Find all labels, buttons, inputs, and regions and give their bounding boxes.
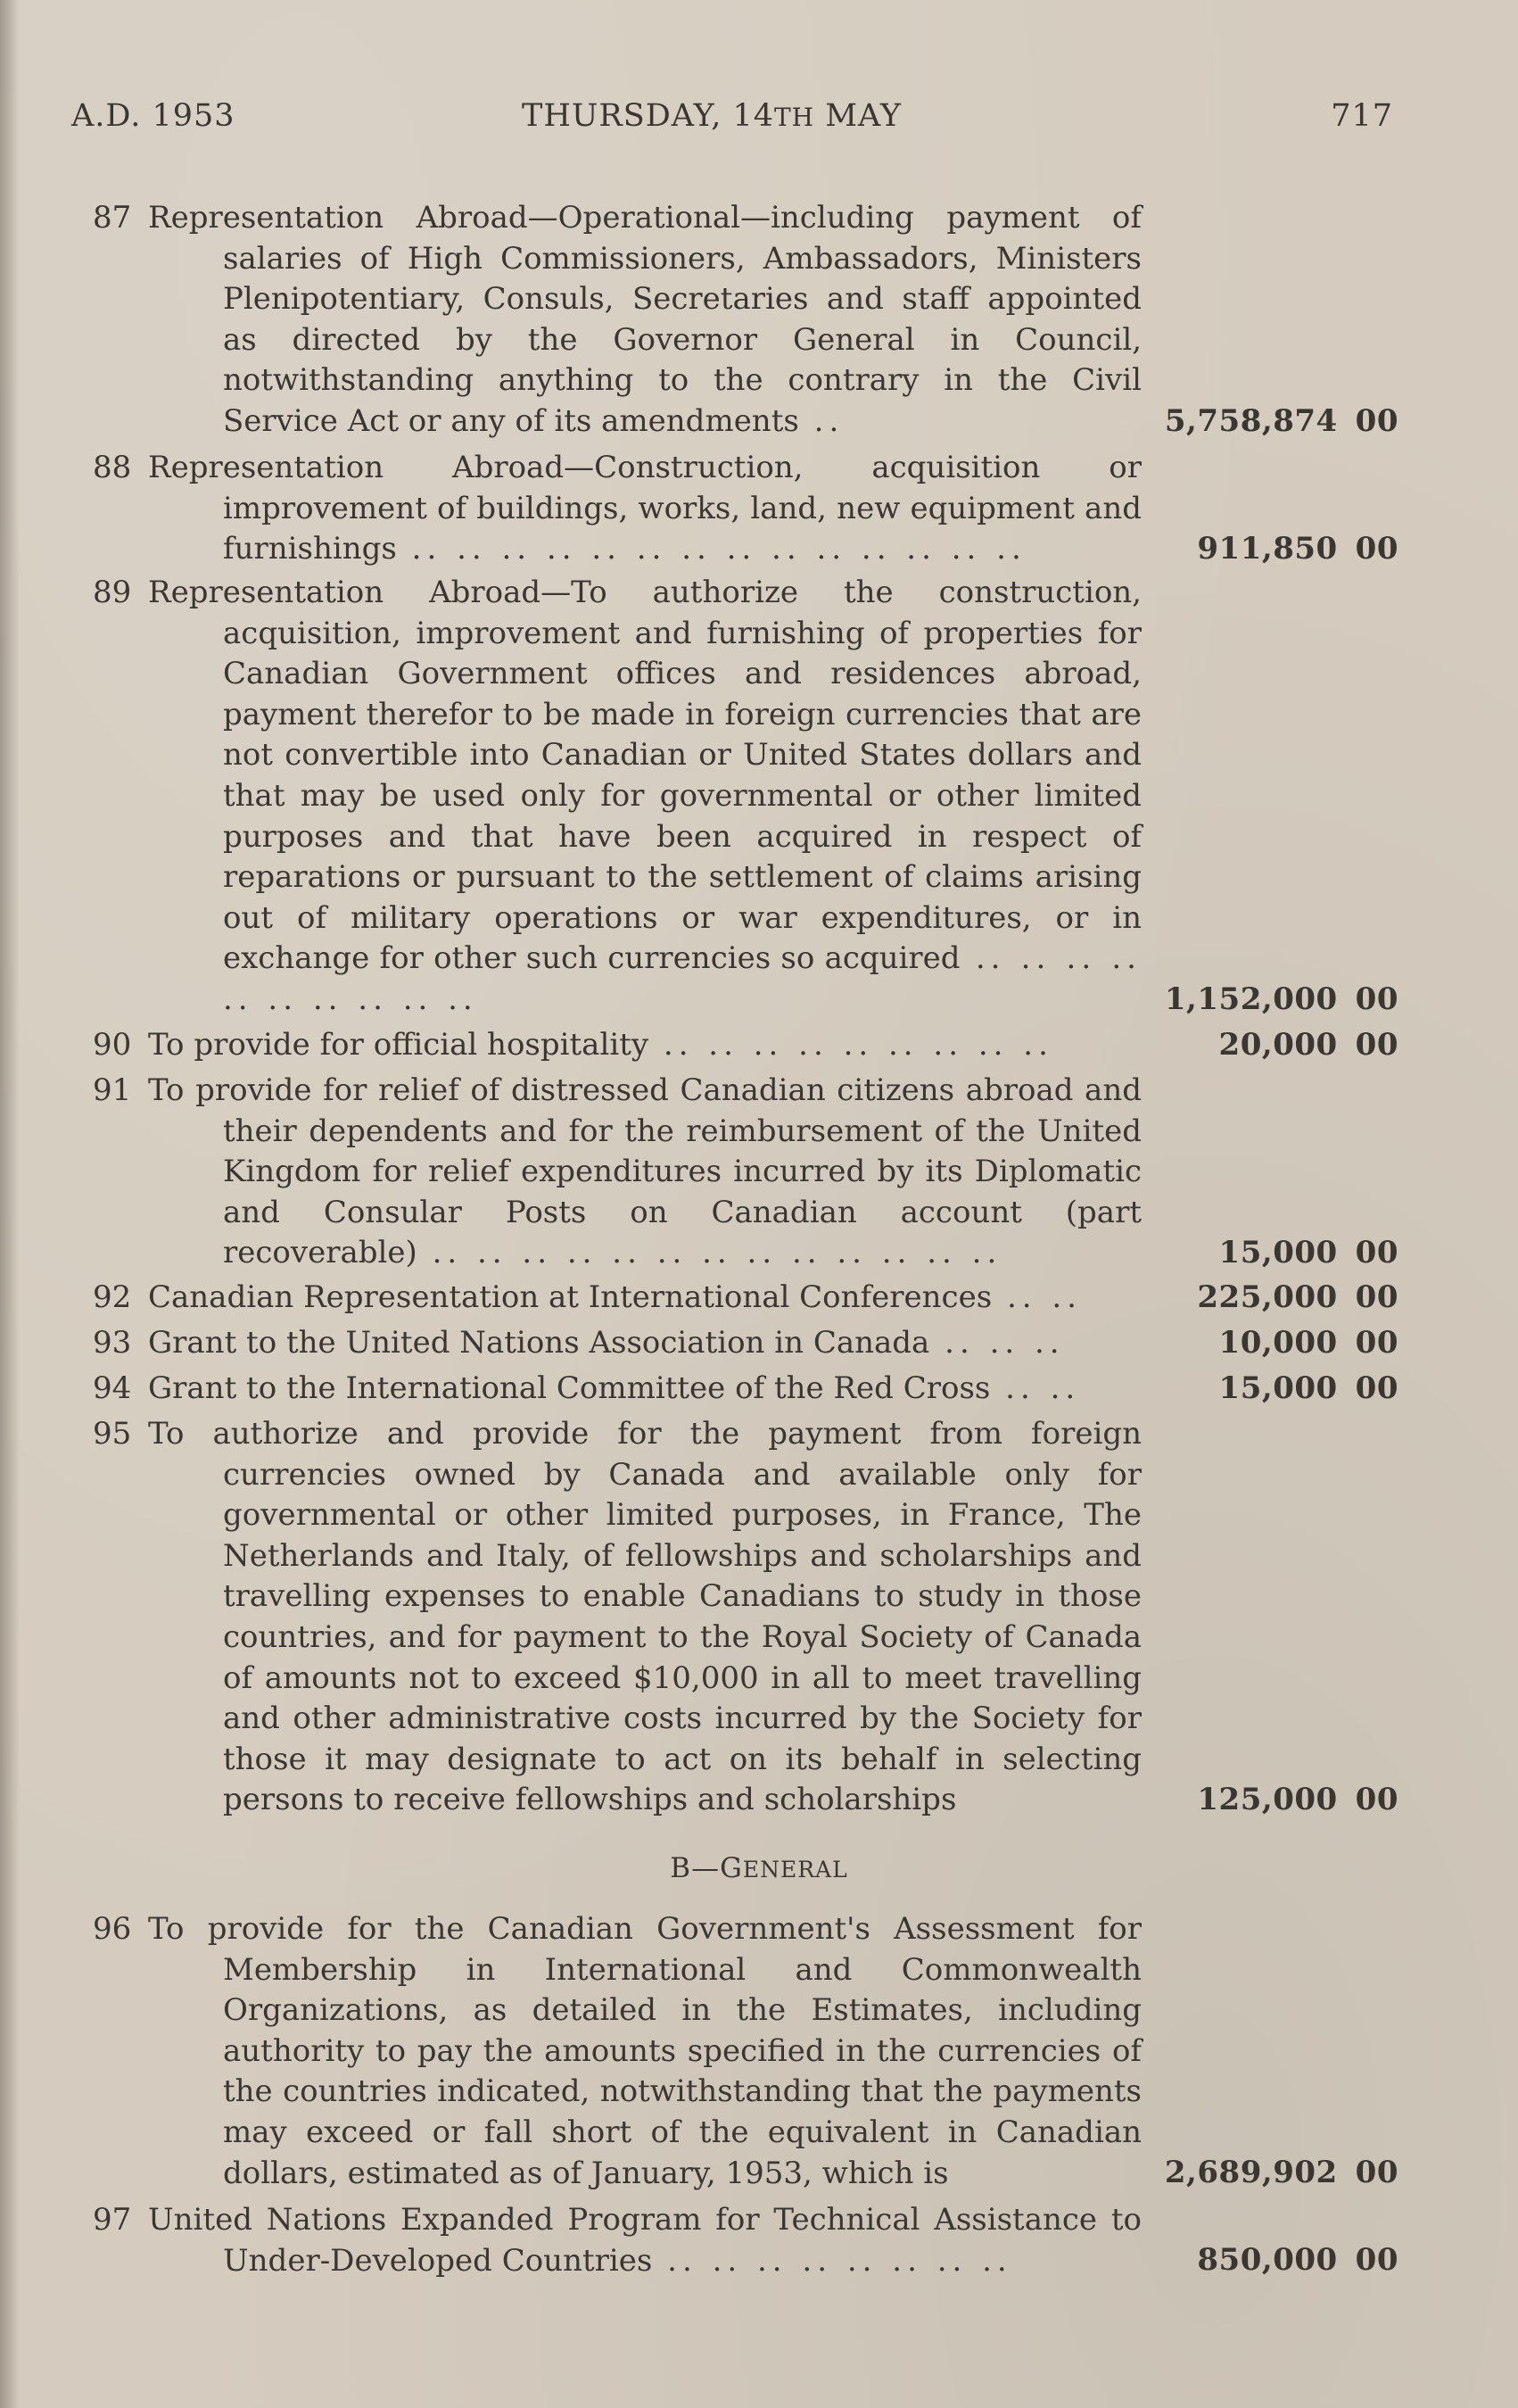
vote-number: 93 — [93, 1325, 132, 1361]
vote-number: 87 — [93, 200, 132, 236]
dot-leader: .. .. .. .. .. .. .. .. .. — [648, 1027, 1053, 1063]
page-header — [71, 98, 1393, 152]
amount-dollars: 911,850 — [1197, 531, 1338, 567]
vote-amount — [1197, 2240, 1398, 2280]
section-letter: B—G — [670, 1852, 743, 1884]
amount-cents: 00 — [1355, 2155, 1398, 2190]
amount-cents: 00 — [1355, 531, 1398, 567]
amount-cents: 00 — [1355, 1027, 1398, 1063]
header-day-prefix: THURSDAY, 14 — [522, 98, 774, 134]
vote-description — [148, 2200, 1142, 2281]
amount-dollars: 125,000 — [1197, 1782, 1338, 1817]
vote-amount — [1197, 1278, 1398, 1318]
vote-amount — [1219, 1233, 1398, 1273]
amount-dollars: 20,000 — [1218, 1027, 1338, 1063]
amount-cents: 00 — [1355, 1325, 1398, 1361]
vote-amount — [1197, 1780, 1398, 1820]
vote-description — [148, 1278, 1142, 1319]
vote-text: Canadian Representation at International Conferences — [148, 1279, 993, 1315]
vote-number: 88 — [93, 450, 132, 485]
amount-cents: 00 — [1355, 1235, 1398, 1270]
vote-amount — [1165, 980, 1398, 1020]
vote-description — [148, 573, 1142, 1021]
vote-text: To provide for the Canadian Government's Assessment for Membership in International and Commonwealth Organizations, as detailed in the Estimates, including authority to pay the amounts specified in the currencies of the countries indicated, notwithstanding that the payments may exceed or fall short of the equivalent in Canadian dollars, estimated as of January, 1953, which is — [148, 1911, 1142, 2191]
amount-dollars: 850,000 — [1197, 2242, 1338, 2278]
vote-text: Representation Abroad—To authorize the construction, acquisition, improvement and furnishing of properties for Canadian Government offices and residences abroad, payment therefor to be made in foreign currencies that are not convertible into Canadian or United States dollars and that may be used only for governmental or other limited purposes and that have been acquired in respect of reparations or pursuant to the settlement of claims arising out of military operations or war expenditures, or in exchange for other such currencies so acquired — [148, 575, 1142, 977]
vote-text: To provide for official hospitality — [148, 1027, 649, 1063]
section-heading — [0, 1852, 1518, 1884]
vote-number: 97 — [93, 2202, 132, 2238]
vote-number: 89 — [93, 575, 132, 610]
vote-amount — [1165, 2153, 1398, 2193]
amount-cents: 00 — [1355, 1782, 1398, 1817]
vote-text: Grant to the United Nations Association in Canada — [148, 1325, 930, 1361]
vote-description — [148, 448, 1142, 570]
vote-number: 90 — [93, 1027, 132, 1063]
vote-description — [148, 1909, 1142, 2194]
page-edge-shadow — [0, 0, 20, 2408]
amount-dollars: 15,000 — [1218, 1370, 1338, 1406]
vote-amount — [1219, 1025, 1398, 1065]
vote-amount — [1197, 529, 1398, 569]
vote-number: 92 — [93, 1279, 132, 1315]
vote-number: 96 — [93, 1911, 132, 1947]
vote-text: Representation Abroad—Operational—including payment of salaries of High Commissioners, Ambassadors, Ministers Plenipotentiary, Consuls, Secretaries and staff appointed as directed by the Governor General in Council, notwithstanding anything to the contrary in the Civil Service Act or any of its amendments — [148, 200, 1142, 439]
dot-leader: .. .. — [990, 1370, 1081, 1406]
dot-leader: .. .. .. — [929, 1325, 1065, 1361]
vote-description — [148, 1071, 1142, 1274]
dot-leader: .. — [798, 402, 845, 439]
section-title: ENERAL — [742, 1857, 848, 1883]
vote-description — [148, 198, 1142, 443]
vote-description — [148, 1414, 1142, 1821]
amount-dollars: 15,000 — [1218, 1235, 1338, 1270]
vote-amount — [1219, 1323, 1398, 1363]
amount-cents: 00 — [1355, 981, 1398, 1017]
page-number: 717 — [1331, 98, 1393, 134]
amount-dollars: 225,000 — [1197, 1279, 1338, 1315]
vote-amount — [1165, 401, 1398, 442]
header-date — [522, 98, 902, 134]
vote-text: Representation Abroad—Construction, acquisition or improvement of buildings, works, land, new equipment and furnishings — [148, 450, 1142, 567]
amount-dollars: 10,000 — [1218, 1325, 1338, 1361]
vote-text: United Nations Expanded Program for Technical Assistance to Under-Developed Countries — [148, 2202, 1142, 2279]
dot-leader: .. .. .. .. .. .. .. .. — [652, 2242, 1012, 2279]
vote-text: To provide for relief of distressed Canadian citizens abroad and their dependents and for the reimbursement of the United Kingdom for relief expenditures incurred by its Diplomatic and Consular Posts on Canadian account (part recoverable) — [148, 1072, 1142, 1271]
vote-number: 95 — [93, 1416, 132, 1452]
dot-leader: .. .. .. .. .. .. .. .. .. .. — [223, 940, 1142, 1017]
header-year: A.D. 1953 — [71, 98, 235, 134]
dot-leader: .. .. .. .. .. .. .. .. .. .. .. .. .. .. — [396, 531, 1027, 567]
vote-number: 91 — [93, 1072, 132, 1108]
vote-description — [148, 1025, 1142, 1066]
amount-cents: 00 — [1355, 403, 1398, 439]
amount-dollars: 2,689,902 — [1164, 2155, 1338, 2190]
amount-cents: 00 — [1355, 1370, 1398, 1406]
header-month: MAY — [814, 98, 903, 134]
amount-cents: 00 — [1355, 2242, 1398, 2278]
vote-description — [148, 1323, 1142, 1364]
vote-amount — [1219, 1369, 1398, 1409]
vote-description — [148, 1369, 1142, 1410]
dot-leader: .. .. — [992, 1279, 1082, 1315]
dot-leader: .. .. .. .. .. .. .. .. .. .. .. .. .. — [417, 1235, 1002, 1271]
amount-dollars: 1,152,000 — [1164, 981, 1338, 1017]
vote-number: 94 — [93, 1370, 132, 1406]
vote-text: Grant to the International Committee of the Red Cross — [148, 1370, 991, 1406]
header-day-suffix: TH — [774, 103, 815, 132]
vote-text: To authorize and provide for the payment from foreign currencies owned by Canada and available only for governmental or other limited purposes, in France, The Netherlands and Italy, of fellowships and scholarships and travelling expenses to enable Canadians to study in those countries, and for payment to the Royal Society of Canada of amounts not to exceed $10,000 in all to meet travelling and other administrative costs incurred by the Society for those it may designate to act on its behalf in selecting persons to receive fellowships and scholarships — [148, 1416, 1142, 1818]
amount-dollars: 5,758,874 — [1164, 403, 1338, 439]
amount-cents: 00 — [1355, 1279, 1398, 1315]
